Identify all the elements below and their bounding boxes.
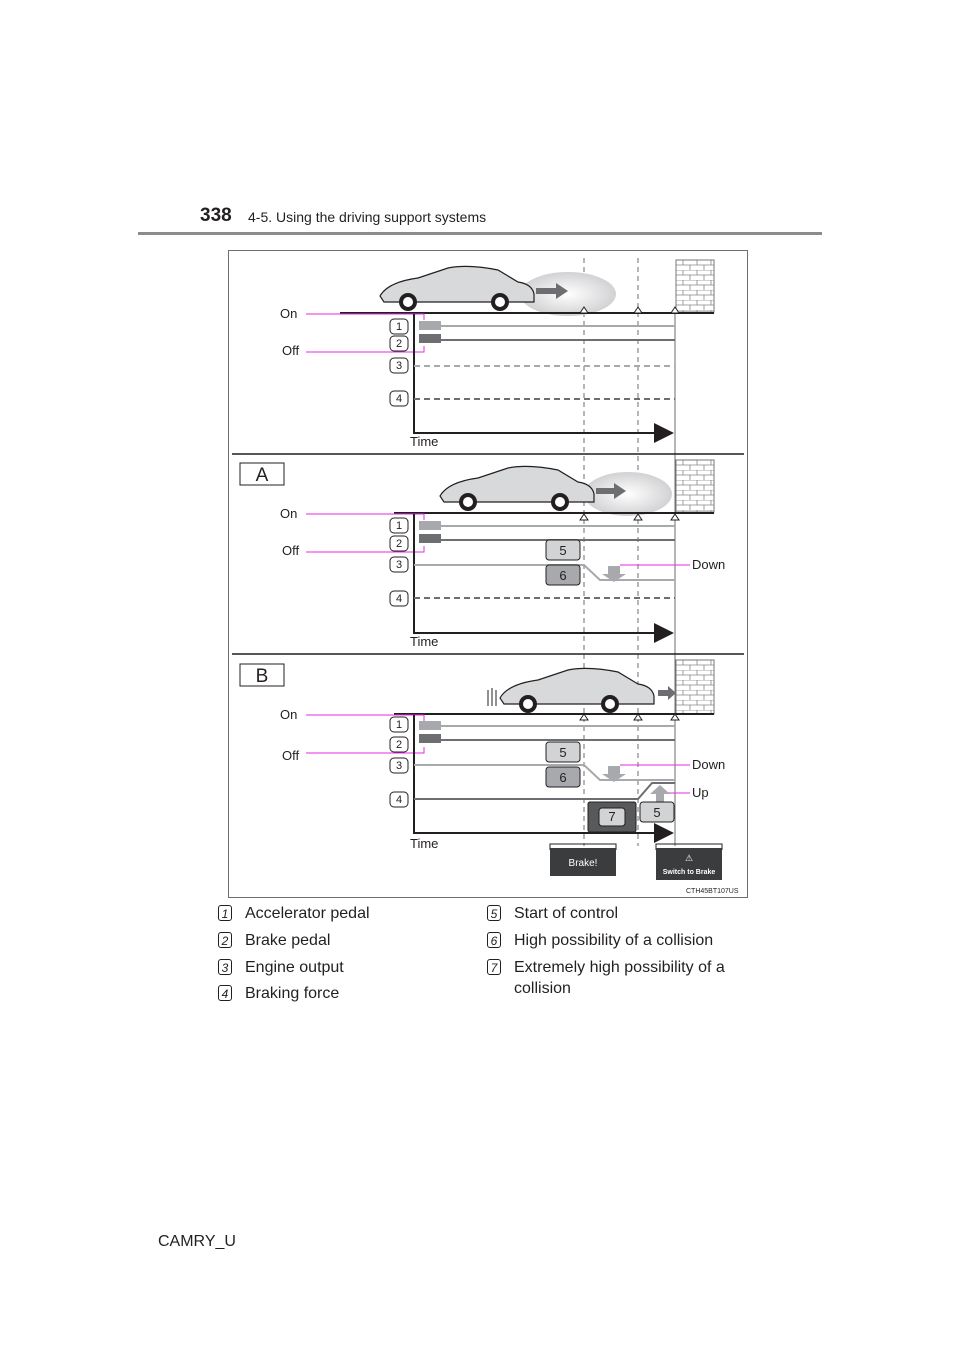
badge-5: 5: [559, 543, 567, 558]
badge-4: 4: [395, 794, 403, 806]
panel-b: [240, 660, 725, 880]
badge-1: 1: [395, 520, 403, 532]
label-off: Off: [282, 748, 300, 763]
label-down: Down: [692, 557, 726, 572]
legend-item: [218, 903, 458, 925]
panel-normal: [280, 260, 714, 449]
display-switch-text: Switch to Brake: [662, 869, 716, 876]
label-off: Off: [282, 543, 300, 558]
label-up: Up: [692, 785, 709, 800]
legend-item: [218, 930, 458, 952]
panel-letter-b: B: [255, 666, 269, 687]
legend-text: Braking force: [245, 985, 340, 1002]
legend-text-continued: collision: [514, 980, 571, 997]
legend-text: High possibility of a collision: [514, 932, 714, 949]
legend-number: 2: [218, 932, 232, 948]
legend-text: Accelerator pedal: [245, 905, 370, 922]
legend-text: Engine output: [245, 959, 344, 976]
label-time: Time: [410, 836, 439, 851]
foot-icon: ⚠: [684, 853, 694, 863]
panel-letter-a: A: [255, 465, 269, 486]
label-time: Time: [410, 634, 439, 649]
wall-icon: [676, 260, 714, 312]
footer-model: CAMRY_U: [158, 1233, 236, 1250]
car-icon: [488, 668, 676, 713]
legend-item: [487, 903, 757, 925]
badge-5: 5: [559, 745, 567, 760]
badge-6: 6: [559, 770, 567, 785]
badge-6: 6: [559, 568, 567, 583]
badge-3: 3: [395, 760, 403, 772]
legend-number: 5: [487, 905, 501, 921]
badge-1: 1: [395, 719, 403, 731]
wall-icon: [676, 660, 714, 714]
legend-item: [487, 957, 757, 1001]
badge-1: 1: [395, 321, 403, 333]
badge-4: 4: [395, 393, 403, 405]
legend-number: 4: [218, 985, 232, 1001]
panel-a: [240, 460, 725, 649]
label-on: On: [280, 306, 298, 321]
badge-7: 7: [608, 809, 616, 824]
label-time: Time: [410, 434, 439, 449]
legend-number: 6: [487, 932, 501, 948]
badge-2: 2: [395, 739, 403, 751]
section-title: 4-5. Using the driving support systems: [248, 209, 487, 225]
header-rule: [138, 232, 822, 235]
wall-icon: [676, 460, 714, 512]
time-markers: [584, 258, 638, 846]
legend-text: Extremely high possibility of a: [514, 959, 725, 976]
legend-text: Start of control: [514, 905, 619, 922]
badge-2: 2: [395, 538, 403, 550]
label-on: On: [280, 707, 298, 722]
badge-3: 3: [395, 360, 403, 372]
label-on: On: [280, 506, 298, 521]
page-number: 338: [200, 205, 232, 226]
legend-number: 7: [487, 959, 501, 975]
label-off: Off: [282, 343, 300, 358]
legend-number: 3: [218, 959, 232, 975]
legend-item: [218, 957, 458, 979]
legend-text: Brake pedal: [245, 932, 331, 949]
badge-4: 4: [395, 593, 403, 605]
timing-diagram: [228, 250, 748, 898]
figure-code: CTH45BT107US: [686, 888, 739, 895]
badge-3: 3: [395, 559, 403, 571]
legend-number: 1: [218, 905, 232, 921]
display-brake-text: Brake!: [568, 858, 598, 869]
legend-item: [218, 983, 458, 1005]
badge-5: 5: [653, 805, 661, 820]
label-down: Down: [692, 757, 726, 772]
badge-2: 2: [395, 338, 403, 350]
legend-item: [487, 930, 757, 952]
